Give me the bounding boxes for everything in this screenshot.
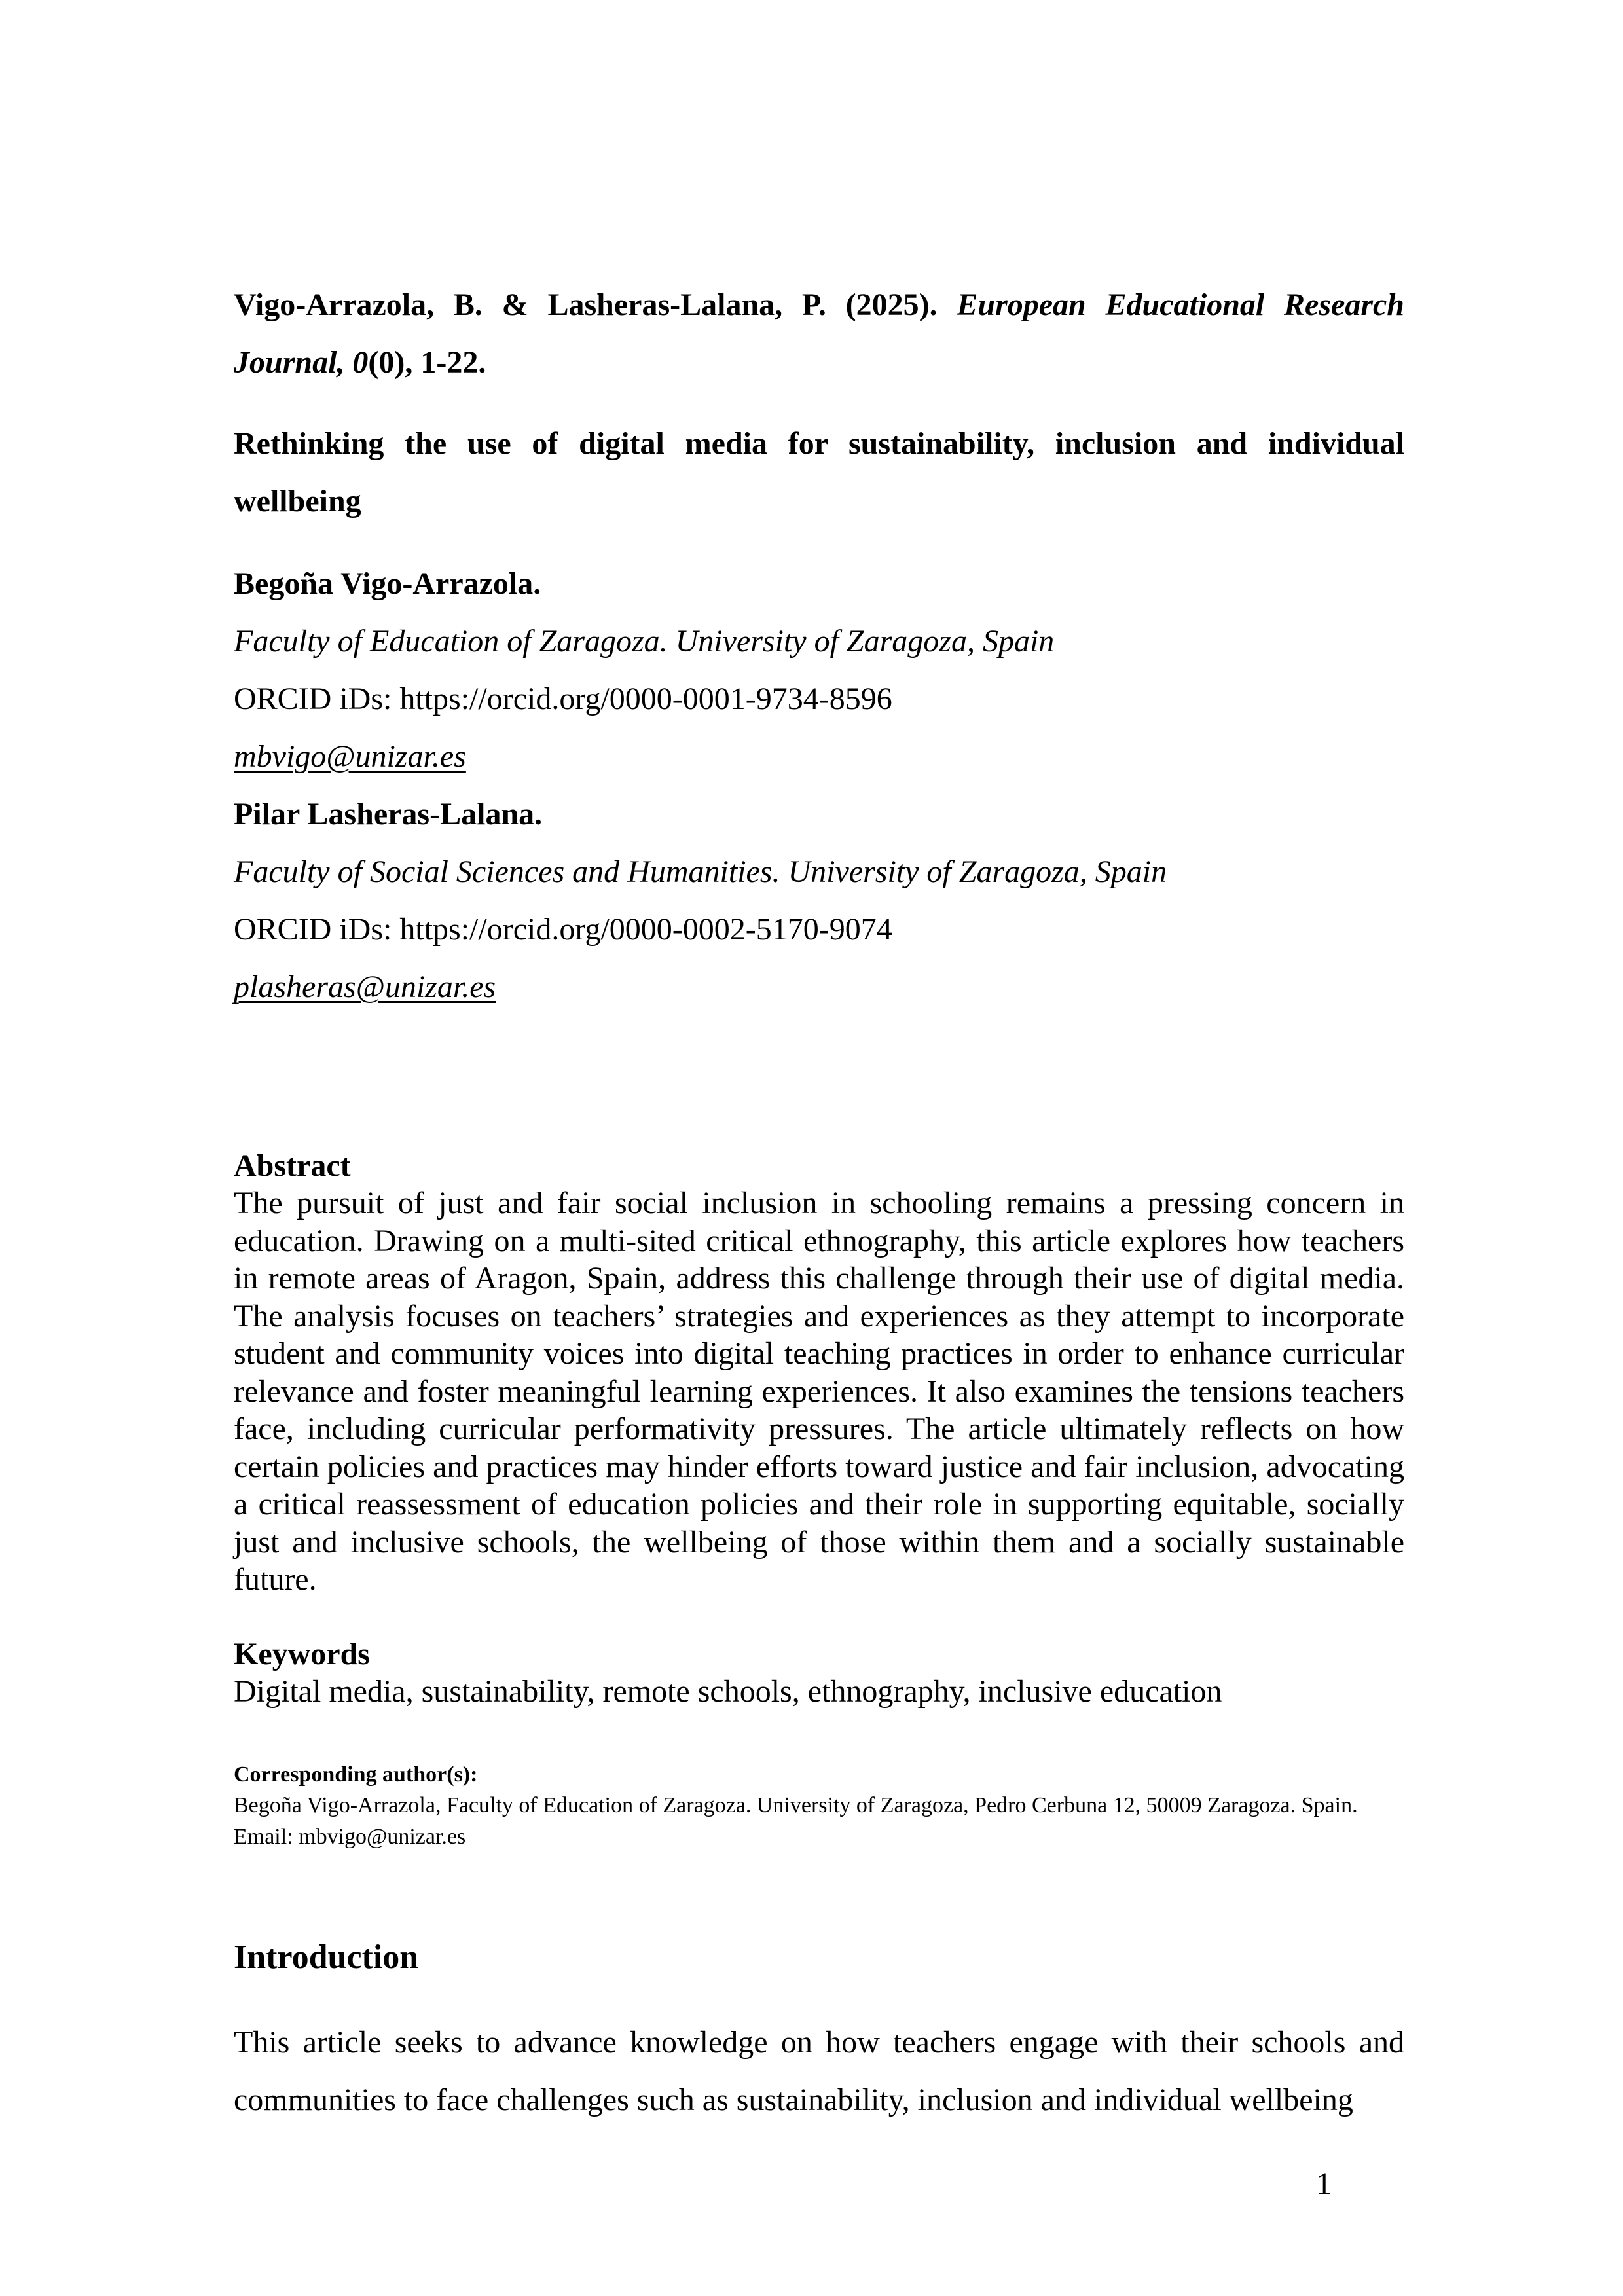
citation: [234, 276, 1404, 392]
page-number: 1: [1316, 2166, 1332, 2201]
author-block-2: [234, 786, 1404, 1016]
author-name: Pilar Lasheras-Lalana.: [234, 797, 543, 831]
corresponding-author-text: Begoña Vigo-Arrazola, Faculty of Education of Zaragoza. University of Zaragoza, Pedro Cerbuna 12, 50009 Zaragoza. Spain. Email: mbvigo@unizar.es: [234, 1793, 1358, 1849]
abstract-text: The pursuit of just and fair social inclusion in schooling remains a pressing concern in education. Drawing on a multi-sited critical ethnography, this article explores how teachers in remote areas of Aragon, Spain, address this challenge through their use of digital media. The analysis focuses on teachers’ strategies and experiences as they attempt to incorporate student and community voices into digital teaching practices in order to enhance curricular relevance and foster meaningful learning experiences. It also examines the tensions teachers face, including curricular performativity pressures. The article ultimately reflects on how certain policies and practices may hinder efforts toward justice and fair inclusion, advocating a critical reassessment of education policies and their role in supporting equitable, socially just and inclusive schools, the wellbeing of those within them and a socially sustainable future.: [234, 1186, 1404, 1597]
author-email-link[interactable]: mbvigo@unizar.es: [234, 739, 466, 774]
keywords-heading: Keywords: [234, 1637, 370, 1671]
article-title: Rethinking the use of digital media for sustainability, inclusion and individual wellbeing: [234, 426, 1404, 519]
author-orcid[interactable]: ORCID iDs: https://orcid.org/0000-0001-9734-8596: [234, 682, 892, 716]
author-affiliation: Faculty of Social Sciences and Humanities. University of Zaragoza, Spain: [234, 854, 1167, 889]
abstract-heading: Abstract: [234, 1148, 351, 1183]
introduction-text: This article seeks to advance knowledge on how teachers engage with their schools and communities to face challenges such as sustainability, inclusion and individual wellbeing: [234, 2025, 1404, 2117]
author-email-link[interactable]: plasheras@unizar.es: [234, 970, 496, 1004]
author-affiliation: Faculty of Education of Zaragoza. University of Zaragoza, Spain: [234, 624, 1055, 659]
citation-journal: European Educational Research Journal, 0: [234, 287, 1404, 380]
author-name: Begoña Vigo-Arrazola.: [234, 566, 541, 601]
introduction-heading: Introduction: [234, 1939, 419, 1976]
author-block-1: [234, 555, 1404, 786]
citation-authors-year: Vigo-Arrazola, B. & Lasheras-Lalana, P. (2025).: [234, 287, 957, 322]
author-orcid[interactable]: ORCID iDs: https://orcid.org/0000-0002-5170-9074: [234, 912, 892, 947]
citation-issue-pages: (0), 1-22.: [368, 345, 486, 380]
keywords-text: Digital media, sustainability, remote schools, ethnography, inclusive education: [234, 1674, 1222, 1709]
corresponding-author-heading: Corresponding author(s):: [234, 1762, 478, 1787]
